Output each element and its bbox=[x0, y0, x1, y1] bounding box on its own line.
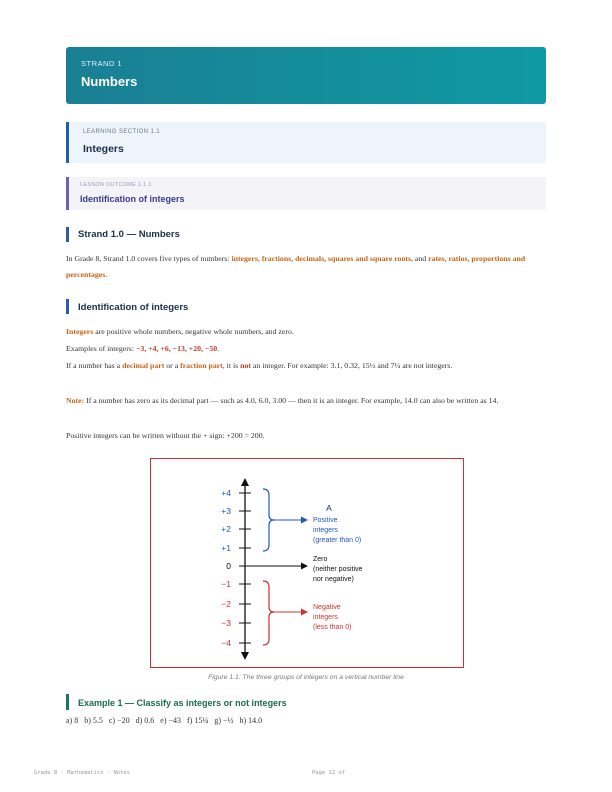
strand-paragraph bbox=[66, 251, 546, 283]
zero-label-line3: nor negative) bbox=[313, 576, 354, 583]
zero-arrowhead bbox=[301, 563, 308, 570]
example-heading-bar bbox=[66, 694, 69, 710]
highlight-number-types: integers, fractions, decimals, squares and square roots bbox=[231, 254, 411, 263]
strand-title: Numbers bbox=[81, 74, 138, 89]
lesson-outcome-label: LESSON OUTCOME 1.1.1 bbox=[80, 182, 152, 188]
negative-label-line3: (less than 0) bbox=[313, 624, 352, 631]
negative-arrowhead bbox=[301, 609, 308, 616]
number-line-svg bbox=[151, 459, 463, 667]
learning-section-title: Integers bbox=[83, 143, 124, 155]
footer-left: Grade 8 · Mathematics · Notes bbox=[34, 770, 131, 776]
highlight-examples: −3, +4, +6, −13, +20, −50 bbox=[135, 344, 218, 353]
paragraph-text: or a bbox=[164, 361, 181, 370]
example-heading: Example 1 — Classify as integers or not integers bbox=[78, 698, 287, 708]
paragraph-text: , it is bbox=[222, 361, 241, 370]
note-paragraph bbox=[66, 393, 546, 409]
zero-label-line2: (neither positive bbox=[313, 566, 363, 573]
lesson-outcome-title: Identification of integers bbox=[80, 194, 185, 204]
zero-label-line1: Zero bbox=[313, 556, 328, 563]
examples-line bbox=[66, 341, 546, 357]
axis-arrow-up bbox=[241, 478, 249, 486]
positive-label-line3: (greater than 0) bbox=[313, 537, 362, 544]
tick-label-plus2: +2 bbox=[221, 524, 231, 534]
tick-label-minus3: −3 bbox=[221, 618, 231, 628]
tick-label-minus2: −2 bbox=[221, 599, 231, 609]
positive-label-line1: Positive bbox=[313, 517, 338, 524]
positive-label-line2: integers bbox=[313, 527, 338, 534]
note-label: Note: bbox=[66, 396, 85, 405]
learning-section-box bbox=[66, 122, 546, 163]
section-heading-identification: Identification of integers bbox=[78, 302, 189, 313]
positive-arrowhead bbox=[301, 517, 308, 524]
positive-brace bbox=[263, 489, 274, 551]
label-a-letter: A bbox=[326, 503, 332, 513]
strand-banner bbox=[66, 47, 546, 104]
paragraph-text: Examples of integers: bbox=[66, 344, 136, 353]
section-heading-strand: Strand 1.0 — Numbers bbox=[78, 229, 180, 240]
footer-page: Page 12 of bbox=[312, 770, 346, 776]
tick-label-plus3: +3 bbox=[221, 506, 231, 516]
non-integer-paragraph bbox=[66, 358, 546, 374]
paragraph-text: are positive whole numbers, negative whole numbers, and zero. bbox=[93, 327, 294, 336]
highlight-fraction-part: fraction part bbox=[180, 361, 223, 370]
section-heading-bar bbox=[66, 299, 69, 314]
section-heading-bar bbox=[66, 227, 69, 242]
highlight-integers: Integers bbox=[66, 327, 94, 336]
paragraph-text: If a number has zero as its decimal part — such as 4.0, 6.0, 3.00 — then it is an integer. For example, 14.0 can also be written as 14. bbox=[84, 396, 499, 405]
number-line-figure bbox=[150, 458, 464, 668]
paragraph-text: If a number has a bbox=[66, 361, 123, 370]
negative-label-line2: integers bbox=[313, 614, 338, 621]
tick-label-minus4: −4 bbox=[221, 638, 231, 648]
paragraph-text: , and bbox=[410, 254, 429, 263]
negative-label-line1: Negative bbox=[313, 604, 341, 611]
strand-label: STRAND 1 bbox=[81, 59, 123, 68]
tick-label-plus1: +1 bbox=[221, 543, 231, 553]
lesson-outcome-box bbox=[66, 177, 546, 210]
paragraph-text: . bbox=[105, 270, 108, 279]
example-items: a) 8 b) 5.5 c) −20 d) 0.6 e) −43 f) 15¼ g) −½ h) 14.0 bbox=[66, 716, 263, 725]
tick-label-minus1: −1 bbox=[221, 579, 231, 589]
figure-caption: Figure 1.1: The three groups of integers on a vertical number line bbox=[208, 674, 404, 681]
tick-label-plus4: +4 bbox=[221, 488, 231, 498]
learning-section-label: LEARNING SECTION 1.1 bbox=[83, 129, 161, 135]
negative-brace bbox=[263, 581, 274, 645]
definition-line bbox=[66, 324, 546, 340]
tick-label-zero: 0 bbox=[226, 561, 231, 571]
paragraph-text: an integer. For example: 3.1, 0.32, 15½ and 7¼ are not integers. bbox=[250, 361, 453, 370]
paragraph-text: . bbox=[217, 344, 220, 353]
plus-sign-line: Positive integers can be written without the + sign: +200 = 200. bbox=[66, 431, 265, 440]
axis-arrow-down bbox=[241, 652, 249, 660]
highlight-decimal-part: decimal part bbox=[122, 361, 165, 370]
paragraph-text: In Grade 8, Strand 1.0 covers five types of numbers: bbox=[66, 254, 232, 263]
highlight-rates: rates, ratios, proportions and percentages bbox=[66, 254, 526, 279]
highlight-not: not bbox=[240, 361, 251, 370]
